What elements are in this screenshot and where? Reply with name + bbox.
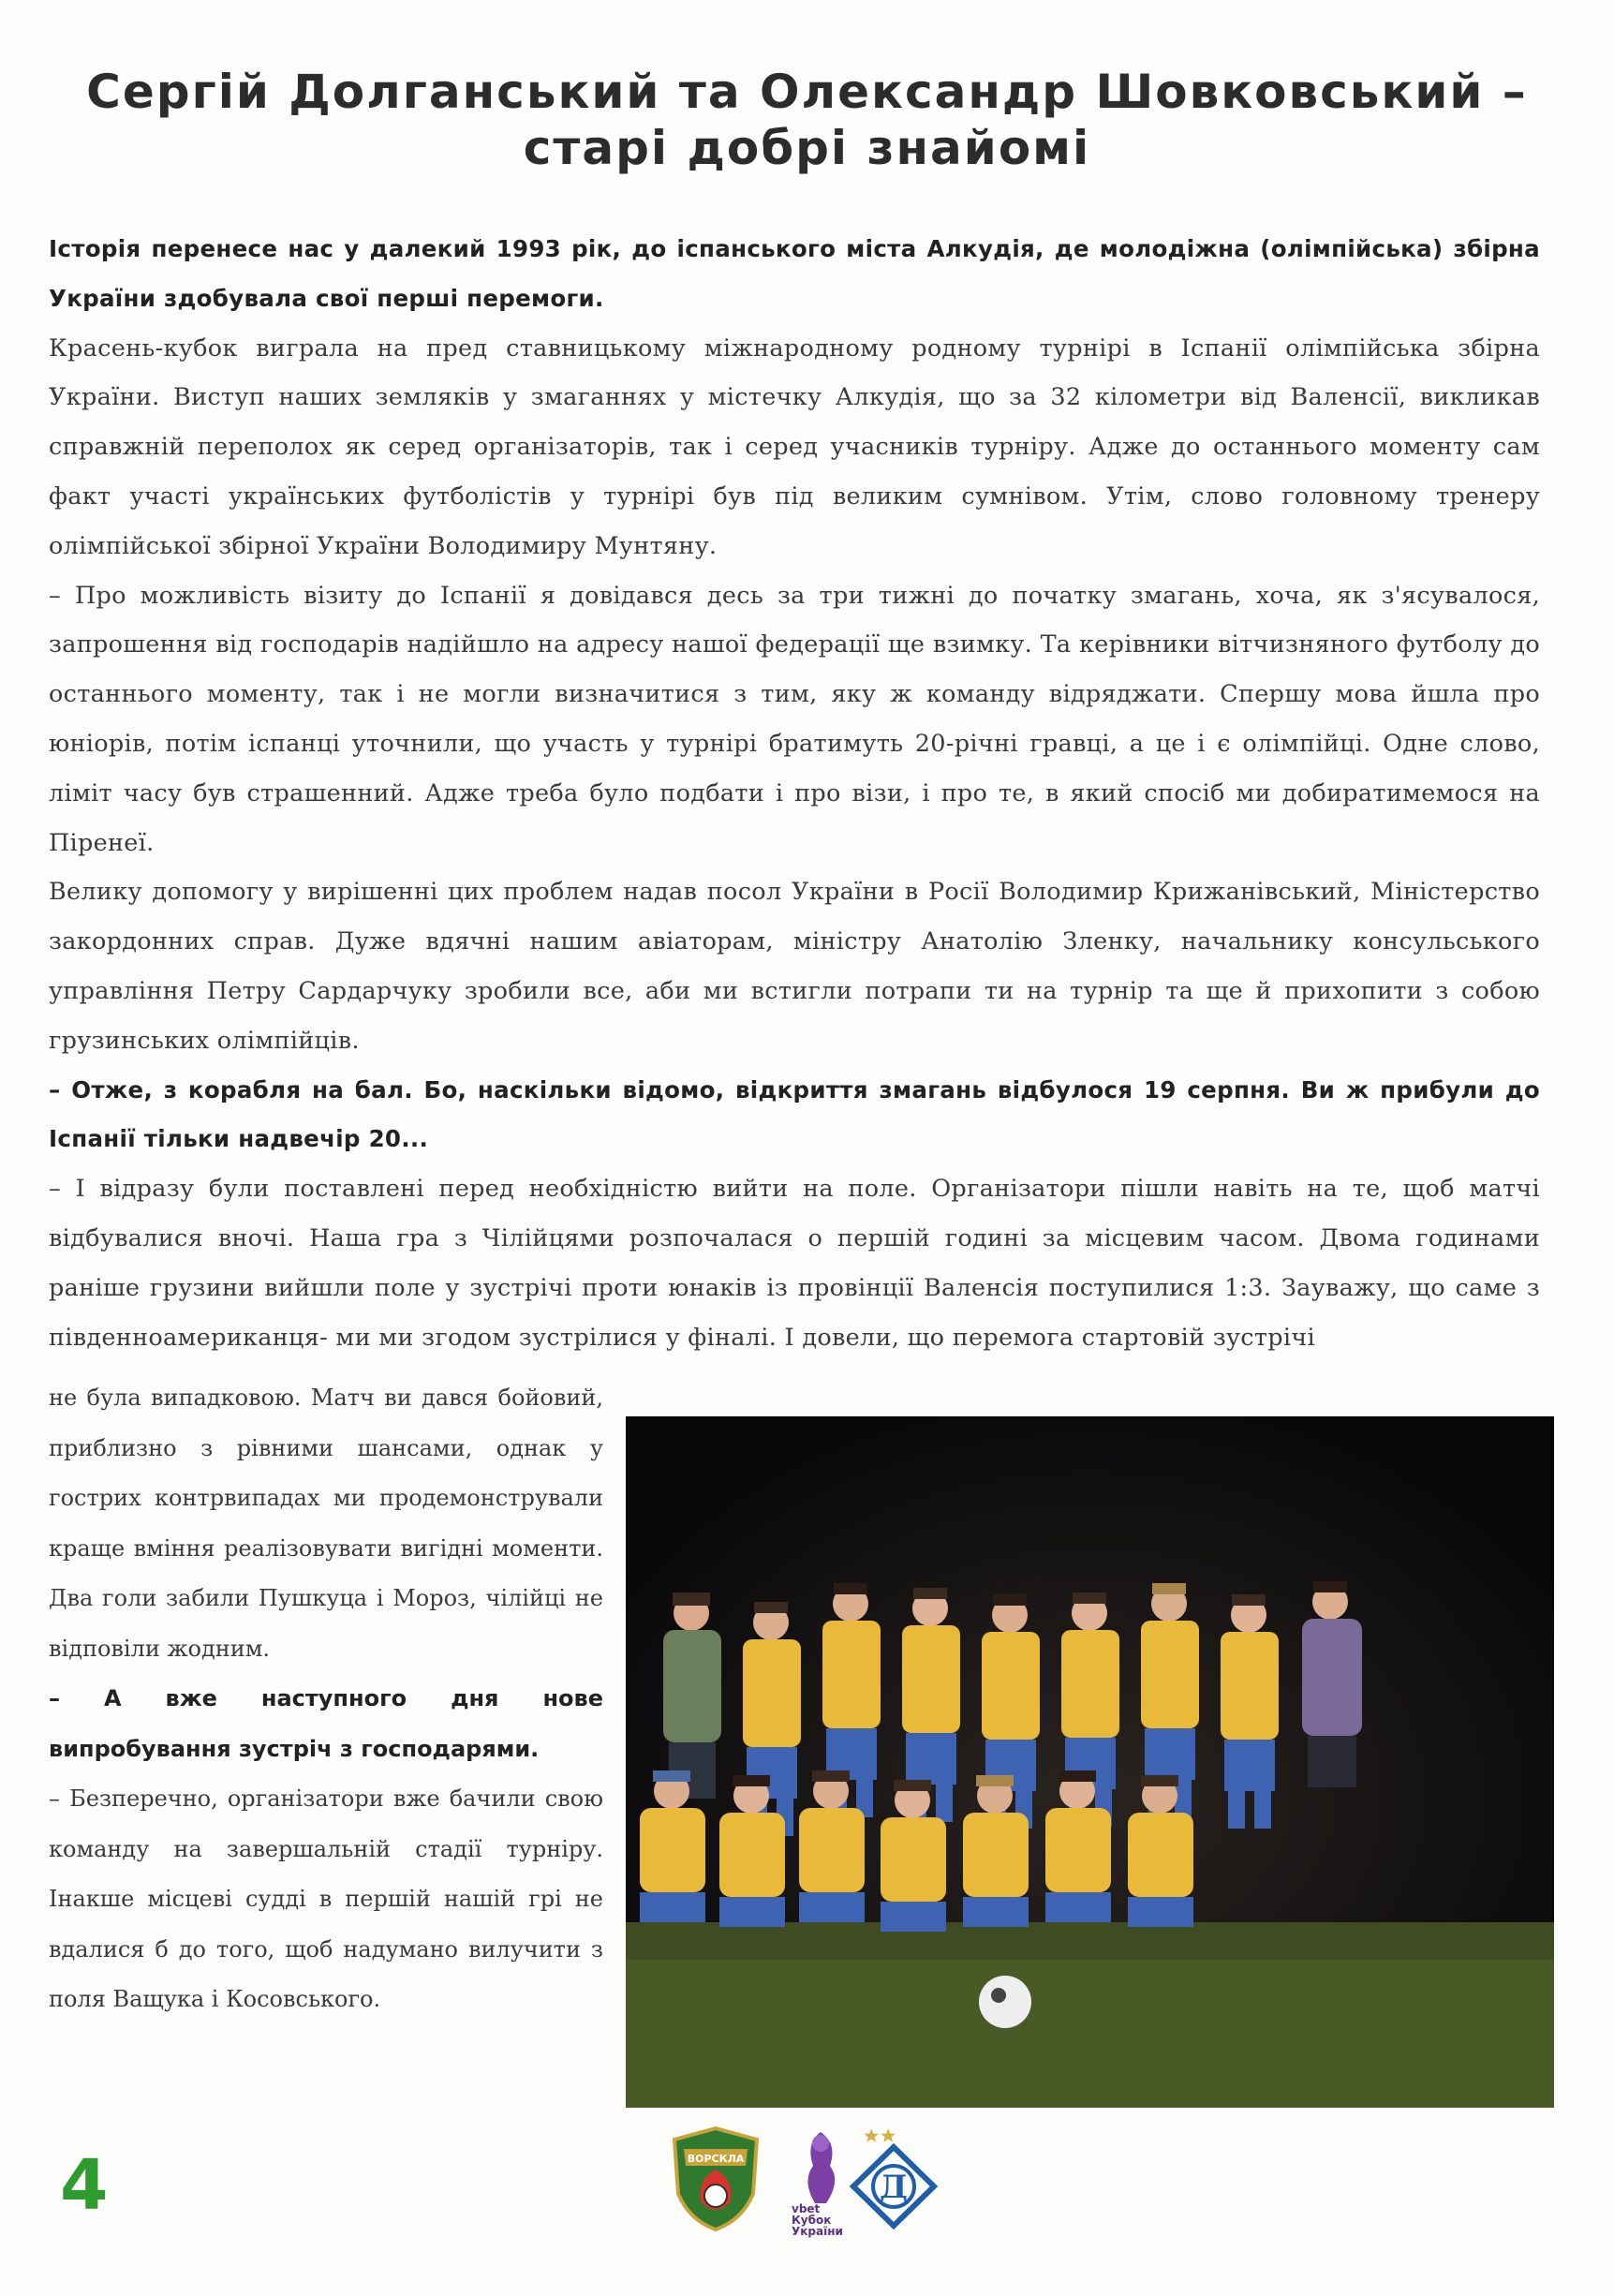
article-column xyxy=(49,1373,603,2025)
paragraph-question: – А вже наступного дня нове випробування зустріч з господарями. xyxy=(49,1685,603,1762)
article-body xyxy=(49,225,1540,1362)
vorskla-logo-label: ВОРСКЛА xyxy=(687,2153,745,2165)
team-photo xyxy=(626,1416,1554,2108)
paragraph: не була випадковою. Матч ви дався бойовий, приблизно з рівними шансами, однак у гострих контрвипадах ми продемонстрували краще вміння реалізовувати вигідні моменти. Два голи забили Пушкуца і Мороз, чілійці не відповіли жодним. xyxy=(49,1385,603,1662)
paragraph: – Безперечно, організатори вже бачили свою команду на завершальній стадії турніру. Інакше місцеві судді в першій нашій грі не вдалися б до того, щоб надумано вилучити з поля Ващука і Косовського. xyxy=(49,1785,603,2012)
paragraph: Красень-кубок виграла на пред ставницькому міжнародному родному турнірі в Іспанії олімпійська збірна України. Виступ наших земляків у змаганнях у містечку Алкудія, що за 32 кілометри від Валенсії, викликав справжній переполох як серед організаторів, так і серед учасників турніру. Адже до останнього моменту сам факт участі українських футболістів у турнірі був під великим сумнівом. Утім, слово головному тренеру олімпійської збірної України Володимиру Мунтяну. xyxy=(49,333,1540,560)
paragraph: – Про можливість візиту до Іспанії я довідався десь за три тижні до початку змагань, хоча, як з'ясувалося, запрошення від господарів надійшло на адресу нашої федерації ще взимку. Та керівники вітчизняного футболу до останнього моменту, так і не могли визначитися з тим, яку ж команду відряджати. Спершу мова йшла про юніорів, потім іспанці уточнили, що участь у турнірі братимуть 20-річні гравці, а це і є олімпійці. Одне слово, ліміт часу був страшенний. Адже треба було подбати і про візи, і про те, в який спосіб ми добиратимемося на Піренеї. xyxy=(49,581,1540,857)
paragraph-question: – Отже, з корабля на бал. Бо, наскільки відомо, відкриття змагань відбулося 19 серпня. Ви ж прибули до Іспанії тільки надвечір 20... xyxy=(49,1075,1540,1153)
team-photo-illustration xyxy=(626,1416,1554,2108)
dynamo-logo-letter: Д xyxy=(879,2169,909,2206)
paragraph: Велику допомогу у вирішенні цих проблем надав посол України в Росії Володимир Крижанівський, Міністерство закордонних справ. Дуже вдячні нашим авіаторам, міністру Анатолію Зленку, начальнику консульського управління Петру Сардарчуку зробили все, аби ми встигли потрапи ти на турнір та ще й прихопити з собою грузинських олімпійців. xyxy=(49,878,1540,1055)
cup-logo-text xyxy=(792,2203,850,2237)
cup-logo-line: Кубок xyxy=(792,2214,832,2227)
dynamo-logo xyxy=(848,2125,940,2233)
paragraph: – І відразу були поставлені перед необхідністю вийти на поле. Організатори пішли навіть на те, щоб матчі відбувалися вночі. Наша гра з Чілійцями розпочалася о першій годині за місцевим часом. Двома годинами раніше грузини вийшли поле у зустрічі проти юнаків із провінції Валенсія поступилися 1:3. Зауважу, що саме з південноамериканця- ми ми згодом зустрілися у фіналі. І довели, що перемога стартовій зустрічі xyxy=(49,1175,1540,1352)
paragraph-intro: Історія перенесе нас у далекий 1993 рік, до іспанського міста Алкудія, де молодіжна (олімпійська) збірна України здобувала свої перші перемоги. xyxy=(49,235,1540,312)
page-number: 4 xyxy=(60,2145,109,2226)
page-title: Сергій Долганський та Олександр Шовковський – старі добрі знайомі xyxy=(86,65,1528,175)
vorskla-logo xyxy=(667,2125,764,2233)
cup-logo-line: України xyxy=(792,2225,843,2238)
cup-logo-line: vbet xyxy=(792,2202,821,2215)
